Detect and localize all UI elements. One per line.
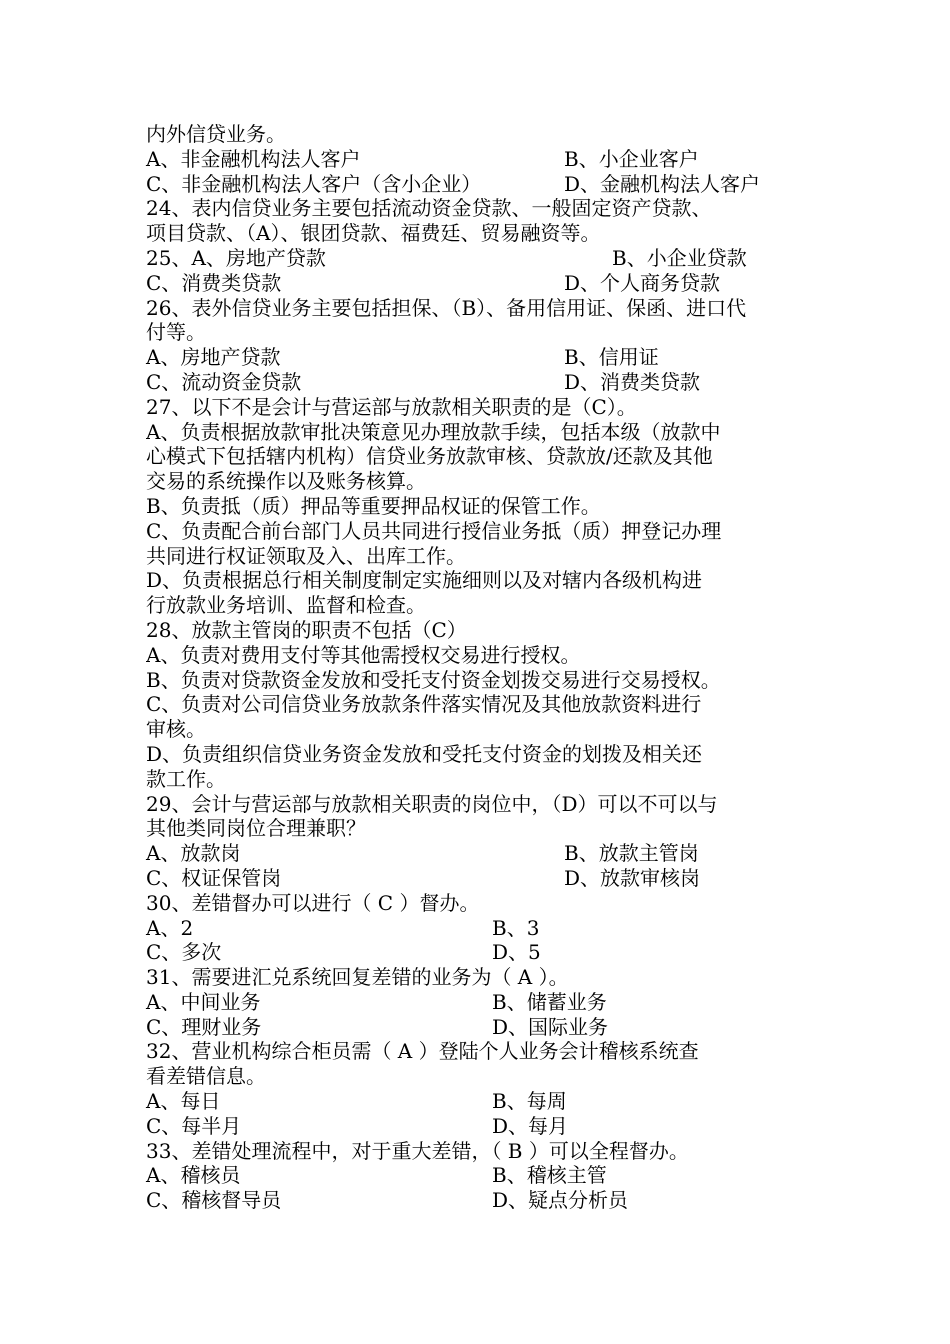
option-row	[146, 866, 810, 891]
text-line: C、负责对公司信贷业务放款条件落实情况及其他放款资料进行	[146, 692, 702, 717]
text-line: A、负责对费用支付等其他需授权交易进行授权。	[146, 642, 581, 667]
text-line: C、负责配合前台部门人员共同进行授信业务抵（质）押登记办理	[146, 518, 722, 543]
option-left: A、2	[146, 915, 194, 940]
option-row	[146, 940, 810, 965]
option-row	[146, 1114, 810, 1139]
option-row	[146, 1188, 810, 1213]
option-left: C、稽核督导员	[146, 1188, 282, 1213]
text-line: 32、营业机构综合柜员需（ A ）登陆个人业务会计稽核系统查	[146, 1039, 699, 1064]
option-right: D、每月	[492, 1113, 569, 1138]
option-right: B、放款主管岗	[564, 841, 699, 866]
option-right: D、国际业务	[492, 1014, 609, 1039]
option-right: D、5	[492, 940, 541, 965]
text-line: 27、以下不是会计与营运部与放款相关职责的是（C）。	[146, 394, 637, 419]
option-left: A、中间业务	[146, 989, 261, 1014]
option-right: B、储蓄业务	[492, 989, 607, 1014]
text-line: 项目贷款、（A）、银团贷款、福费廷、贸易融资等。	[146, 221, 601, 246]
option-left: A、稽核员	[146, 1163, 241, 1188]
option-left: C、流动资金贷款	[146, 369, 302, 394]
exam-question-list	[146, 122, 810, 1213]
text-line: 26、表外信贷业务主要包括担保、（B）、备用信用证、保函、进口代	[146, 295, 747, 320]
option-row	[146, 1015, 810, 1040]
option-row	[146, 147, 810, 172]
option-right: B、3	[492, 915, 540, 940]
text-line: 看差错信息。	[146, 1064, 266, 1089]
text-line: 款工作。	[146, 766, 226, 791]
text-line: D、负责根据总行相关制度制定实施细则以及对辖内各级机构进	[146, 568, 703, 593]
option-left: C、权证保管岗	[146, 865, 282, 890]
option-right: D、消费类贷款	[564, 369, 701, 394]
text-line: B、负责抵（质）押品等重要押品权证的保管工作。	[146, 493, 601, 518]
text-line: 付等。	[146, 320, 206, 345]
text-line: 共同进行权证领取及入、出库工作。	[146, 543, 466, 568]
text-line: 审核。	[146, 717, 206, 742]
option-left: A、房地产贷款	[146, 345, 281, 370]
text-line: 行放款业务培训、监督和检查。	[146, 593, 426, 618]
option-row	[146, 172, 810, 197]
text-line: D、负责组织信贷业务资金发放和受托支付资金的划拨及相关还	[146, 741, 703, 766]
option-row	[146, 370, 810, 395]
option-left: A、放款岗	[146, 841, 241, 866]
option-right: B、稽核主管	[492, 1163, 607, 1188]
option-right: B、小企业贷款	[612, 245, 747, 270]
option-left: C、非金融机构法人客户（含小企业）	[146, 171, 482, 196]
option-right: D、放款审核岗	[564, 865, 701, 890]
text-line: 交易的系统操作以及账务核算。	[146, 469, 426, 494]
option-right: B、小企业客户	[564, 146, 699, 171]
option-row	[146, 1089, 810, 1114]
text-line: A、负责根据放款审批决策意见办理放款手续，包括本级（放款中	[146, 419, 721, 444]
text-line: B、负责对贷款资金发放和受托支付资金划拨交易进行交易授权。	[146, 667, 721, 692]
option-left: C、消费类贷款	[146, 270, 282, 295]
text-line: 33、差错处理流程中，对于重大差错，（ B ）可以全程督办。	[146, 1138, 689, 1163]
option-left: 25、A、房地产贷款	[146, 245, 326, 270]
option-row	[146, 246, 810, 271]
option-left: C、每半月	[146, 1113, 242, 1138]
option-right: B、每周	[492, 1089, 567, 1114]
option-row	[146, 271, 810, 296]
option-left: C、理财业务	[146, 1014, 262, 1039]
text-line: 内外信贷业务。	[146, 122, 286, 146]
option-left: A、非金融机构法人客户	[146, 146, 361, 171]
text-line: 30、差错督办可以进行（ C ）督办。	[146, 890, 480, 915]
option-left: C、多次	[146, 940, 222, 965]
option-row	[146, 345, 810, 370]
text-line: 28、放款主管岗的职责不包括（C）	[146, 617, 467, 642]
text-line: 其他类同岗位合理兼职？	[146, 816, 366, 841]
option-row	[146, 916, 810, 941]
option-right: B、信用证	[564, 345, 659, 370]
text-line: 24、表内信贷业务主要包括流动资金贷款、一般固定资产贷款、	[146, 196, 712, 221]
text-line: 31、需要进汇兑系统回复差错的业务为（ A ）。	[146, 965, 569, 990]
option-right: D、个人商务贷款	[564, 270, 721, 295]
option-row	[146, 990, 810, 1015]
option-row	[146, 1163, 810, 1188]
text-line: 29、会计与营运部与放款相关职责的岗位中，（D）可以不可以与	[146, 791, 718, 816]
text-line: 心模式下包括辖内机构）信贷业务放款审核、贷款放/还款及其他	[146, 444, 713, 469]
option-right: D、金融机构法人客户	[564, 171, 761, 196]
option-row	[146, 841, 810, 866]
option-left: A、每日	[146, 1089, 221, 1114]
option-right: D、疑点分析员	[492, 1188, 629, 1213]
